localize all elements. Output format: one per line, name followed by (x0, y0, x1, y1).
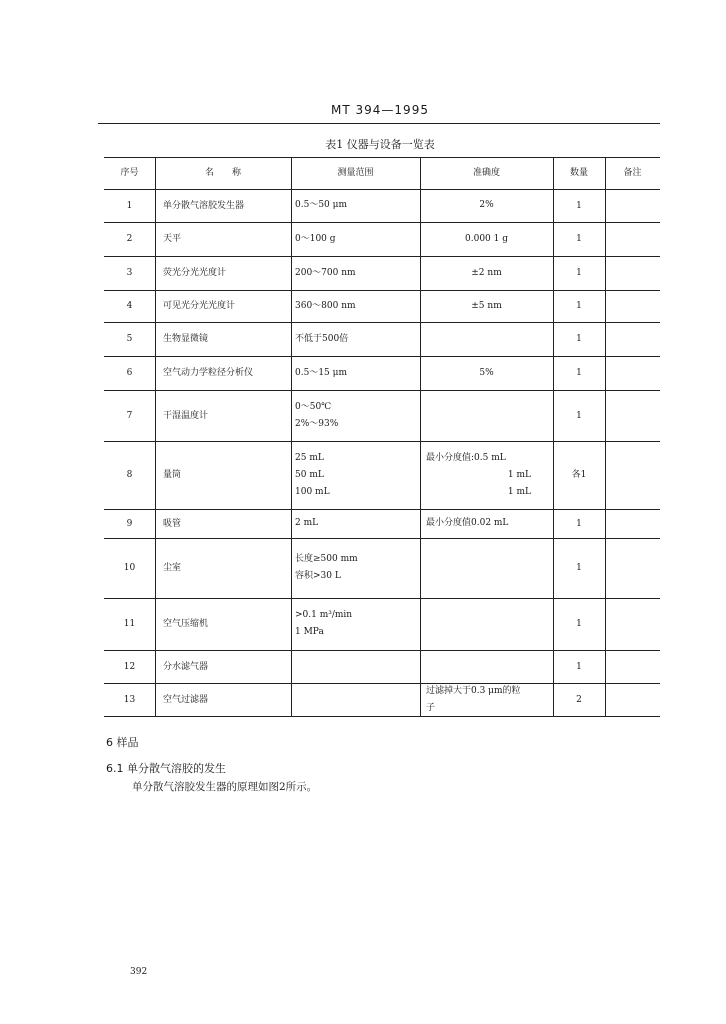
document-header: MT 394—1995 (331, 103, 429, 117)
equipment-name: 量筒 (163, 470, 182, 480)
equipment-name: 空气过滤器 (163, 695, 209, 705)
row-number: 3 (126, 268, 133, 278)
accuracy-value: 5% (479, 368, 494, 378)
accuracy-value: ±5 nm (471, 301, 502, 311)
table-bottom-border (104, 716, 660, 717)
row-number: 1 (126, 201, 133, 211)
measurement-range: 0～100 g (295, 234, 336, 244)
measurement-range: 2%～93% (295, 419, 339, 429)
table-caption: 表1 仪器与设备一览表 (325, 138, 435, 151)
quantity-value: 1 (576, 619, 582, 629)
accuracy-value: ±2 nm (471, 268, 502, 278)
equipment-name: 尘室 (163, 563, 182, 573)
table-row-divider (104, 650, 660, 651)
equipment-name: 干湿温度计 (163, 411, 209, 421)
row-number: 8 (126, 470, 133, 480)
row-number: 9 (126, 519, 133, 529)
page-number: 392 (130, 967, 148, 977)
table-row-divider (104, 538, 660, 539)
equipment-name: 分水滤气器 (163, 662, 209, 672)
equipment-name: 单分散气溶胶发生器 (163, 201, 245, 211)
measurement-range: 容积>30 L (295, 571, 341, 581)
equipment-name: 吸管 (163, 519, 182, 529)
measurement-range: 360～800 nm (295, 301, 356, 311)
quantity-value: 1 (576, 368, 582, 378)
equipment-name: 空气动力学粒径分析仪 (163, 368, 254, 378)
table-row-divider (104, 290, 660, 291)
accuracy-value: 1 mL (507, 470, 531, 480)
header-cell: 名 称 (204, 168, 241, 178)
table-row-divider (104, 683, 660, 684)
section-6-title: 6 样品 (106, 736, 139, 749)
accuracy-value: 1 mL (507, 487, 531, 497)
equipment-name: 生物显微镜 (163, 334, 209, 344)
row-number: 4 (126, 301, 133, 311)
accuracy-value: 0.000 1 g (465, 234, 508, 244)
measurement-range: 100 mL (295, 487, 330, 497)
quantity-value: 1 (576, 234, 582, 244)
table-row-divider (104, 441, 660, 442)
measurement-range: 1 MPa (295, 627, 324, 637)
header-cell: 序号 (120, 168, 139, 178)
measurement-range: 0～50℃ (295, 402, 332, 412)
measurement-range: 25 mL (295, 453, 324, 463)
header-cell: 准确度 (472, 168, 500, 178)
measurement-range: 200～700 nm (295, 268, 356, 278)
equipment-name: 天平 (163, 234, 182, 244)
row-number: 13 (123, 695, 136, 705)
table-row-divider (104, 189, 660, 190)
header-cell: 数量 (569, 168, 588, 178)
table-row-divider (104, 390, 660, 391)
row-number: 7 (126, 411, 133, 421)
equipment-name: 荧光分光光度计 (163, 268, 227, 278)
measurement-range: >0.1 m³/min (295, 610, 353, 620)
accuracy-value: 最小分度值0.02 mL (426, 518, 509, 528)
row-number: 6 (126, 368, 133, 378)
quantity-value: 1 (576, 201, 582, 211)
quantity-value: 2 (576, 695, 582, 705)
quantity-value: 1 (576, 563, 582, 573)
table-row-divider (104, 598, 660, 599)
accuracy-value: 过滤掉大于0.3 μm的粒 (426, 686, 521, 696)
quantity-value: 1 (576, 268, 582, 278)
accuracy-value: 2% (479, 200, 494, 210)
measurement-range: 不低于500倍 (295, 334, 349, 344)
quantity-value: 1 (576, 519, 582, 529)
measurement-range: 50 mL (295, 470, 324, 480)
table-row-divider (104, 509, 660, 510)
equipment-name: 空气压缩机 (163, 619, 209, 629)
table-column-divider (291, 157, 292, 716)
quantity-value: 各1 (571, 470, 587, 480)
row-number: 11 (123, 619, 136, 629)
section-6-1-title: 6.1 单分散气溶胶的发生 (106, 762, 226, 775)
header-cell: 备注 (623, 168, 642, 178)
quantity-value: 1 (576, 662, 582, 672)
quantity-value: 1 (576, 411, 582, 421)
table-row-divider (104, 222, 660, 223)
table-row-divider (104, 322, 660, 323)
table-column-divider (605, 157, 606, 716)
measurement-range: 长度≥500 mm (295, 554, 358, 564)
paragraph-text: 单分散气溶胶发生器的原理如图2所示。 (132, 781, 318, 793)
table-row-divider (104, 256, 660, 257)
measurement-range: 0.5～50 μm (295, 200, 348, 210)
accuracy-value: 最小分度值:0.5 mL (426, 453, 506, 463)
equipment-name: 可见光分光光度计 (163, 301, 236, 311)
measurement-range: 2 mL (295, 518, 319, 528)
quantity-value: 1 (576, 334, 582, 344)
table-top-border (104, 157, 660, 158)
table-row-divider (104, 356, 660, 357)
row-number: 2 (126, 234, 133, 244)
row-number: 5 (126, 334, 133, 344)
table-column-divider (155, 157, 156, 716)
header-cell: 测量范围 (337, 168, 374, 178)
measurement-range: 0.5～15 μm (295, 368, 348, 378)
accuracy-value: 子 (426, 703, 436, 713)
quantity-value: 1 (576, 301, 582, 311)
row-number: 10 (123, 563, 136, 573)
row-number: 12 (123, 662, 136, 672)
